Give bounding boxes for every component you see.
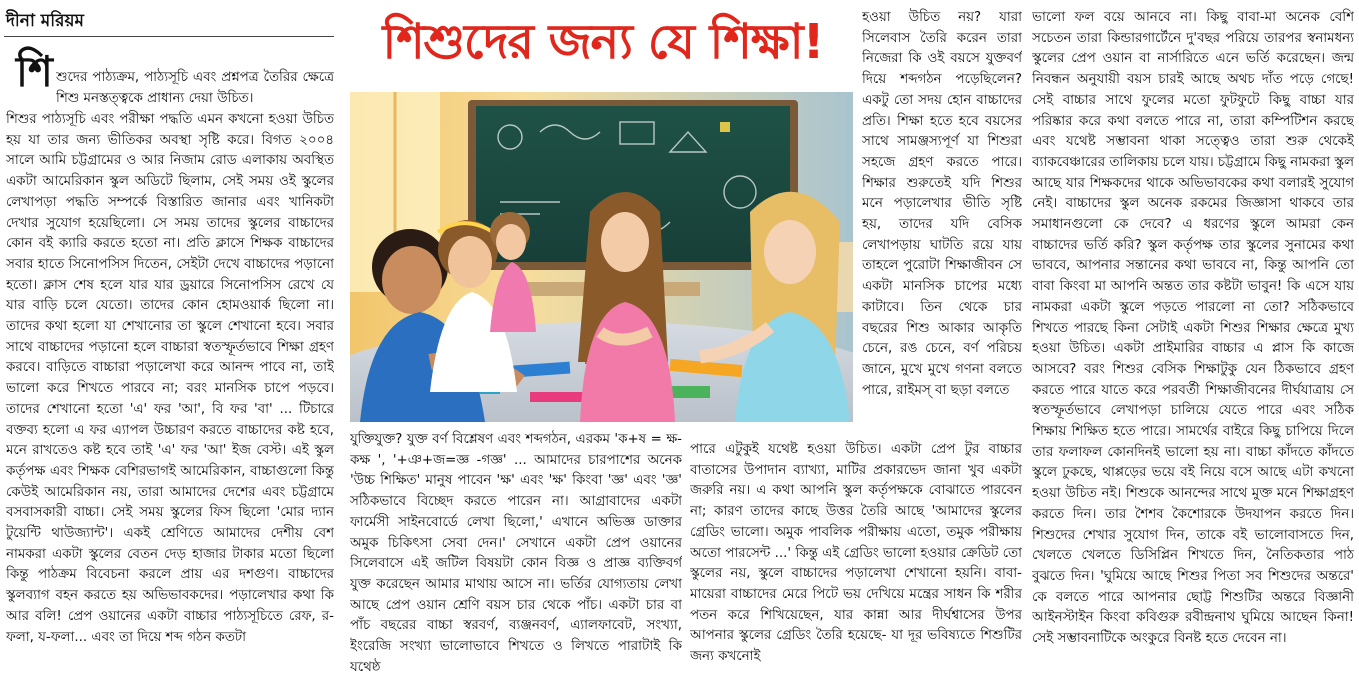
byline-divider <box>4 36 334 37</box>
column-4-body: ভালো ফল বয়ে আনবে না। কিছু বাবা-মা অনেক বেশি সচেতন তারা কিন্ডারগার্টেনে দু'বছর পরিয়ে তারপর স্বনামধন্য স্কুলের প্রেপ ওয়ান বা নার্সারিতে এনে ভর্তি করেছেন। জন্ম নিবন্ধন অনুযায়ী বয়স চারই আছে অথচ দাঁত পড়ে গেছে! সেই বাচ্চার সাথে ফুলের মতো ফুটফুটে কিছু বাচ্চা যার পরিষ্কার করে কথা বলতে পারে না, তারা কম্পিটিশন করছে এবং যথেষ্ট সম্ভাবনা থাকা সত্ত্বেও তারা শুরু থেকেই ব্যাকবেঞ্চারের তালিকায় চলে যায়। চট্টগ্রামে কিছু নামকরা স্কুল আছে যার শিক্ষকদের থাকে অভিভাবকের কথা বলারই সুযোগ নেই। বাচ্চাদের স্কুল অনেক রকমের জিজ্ঞাসা থাকবে তার সমাধানগুলো কে দেবে? এ ধরণের স্কুলে আমরা কেন বাচ্চাদের ভর্তি করি? স্কুল কর্তৃপক্ষ তার স্কুলের সুনামের কথা ভাববে, আপনার সন্তানের কথা ভাববে না, কিন্তু আপনি তো বাবা কিংবা মা আপনি অন্তত তার কষ্টটা ভাবুন! কি এসে যায় নামকরা একটা স্কুলে পড়তে পারলো না তো? সঠিকভাবে শিখতে পারছে কিনা সেটাই একটা শিশুর শিক্ষার ক্ষেত্রে মুখ্য হওয়া উচিত। একটা প্রাইমারির বাচ্চার এ প্লাস কি কাজে আসবে? বরং শিশুর বেসিক শিক্ষাটুকু যেন ঠিকভাবে গ্রহণ করতে পারে যাতে করে পরবর্তী শিক্ষাজীবনের দীর্ঘযাত্রায় সে স্বতস্ফূর্তভাবে লেখাপড়া চালিয়ে যেতে পারে এবং সঠিক শিক্ষায় শিক্ষিত হতে পারে। সামর্থের বাইরে কিছু চাপিয়ে দিলে তার ফলাফল কোনদিনই ভালো হয় না। বাচ্চা কাঁদতে কাঁদতে স্কুলে ঢুকছে, থাপ্পড়ের ভয়ে বই নিয়ে বসে আছে এটা কখনো হওয়া উচিত নই। শিশুকে আনন্দের সাথে মুক্ত মনে শিক্ষাগ্রহণ করতে দিন। তার শৈশব কৈশোরকে উদযাপন করতে দিন। শিশুদের শেখার সুযোগ দিন, তাকে বই ভালোবাসতে দিন, খেলতে খেলতে ডিসিপ্লিন শিখতে দিন, নৈতিকতার পাঠ বুঝতে দিন। 'ঘুমিয়ে আছে শিশুর পিতা সব শিশুদের অন্তরে' কে বলতে পারে আপনার ছোট্ট শিশুটির অন্তরে বিজ্ঞানী আইনস্টাইন কিংবা কবিগুরু রবীন্দ্রনাথ ঘুমিয়ে আছেন কিনা! সেই সম্ভাবনাটিকে অংকুরে বিনষ্ট হতে দেবেন না। <box>1032 10 1354 647</box>
children-at-table-illustration <box>350 92 853 422</box>
byline: দীনা মরিয়ম <box>6 11 84 31</box>
column-1-intro: শুদের পাঠ্যক্রম, পাঠ্যসূচি এবং প্রশ্নপত্র তৈরির ক্ষেত্রে শিশু মনস্তত্ত্বকে প্রাধান্য দেয়া উচিত। <box>56 70 334 106</box>
classroom-photo <box>350 92 853 422</box>
column-1-body: শিশুর পাঠ্যসূচি এবং পরীক্ষা পদ্ধতি এমন কখনো হওয়া উচিত হয় যা তার জন্য ভীতিকর অবস্থা সৃষ্টি করে। বিগত ২০০৪ সালে আমি চট্টগ্রামের ও আর নিজাম রোড এলাকায় অবস্থিত একটা আমেরিকান স্কুল অডিটে ছিলাম, সেই সময় ওই স্কুলের লেখাপড়া পদ্ধতি সম্পর্কে বিস্তারিত জানার এবং খানিকটা দেখার সুযোগ হয়েছিলো। সে সময় তাদের স্কুলের বাচ্চাদের কোন বই ক্যারি করতে হতো না। প্রতি ক্লাসে শিক্ষক বাচ্চাদের সবার হাতে সিনোপসিস দিতেন, সেইটা দেখে বাচ্চাদের পড়ানো হতো। ক্লাস শেষ হলে যার যার ড্রয়ারে সিনোপসিস রেখে যে যার বাড়ি চলে যেতো। তাদের কোন হোমওয়ার্ক ছিলো না। তাদের কথা হলো যা শেখানোর তা স্কুলে শেখানো হবে। সবার সাথে বাচ্চাদের পড়ানো হলে বাচ্চারা স্বতস্ফূর্তভাবে শিক্ষা গ্রহণ করবে। বাড়িতে বাচ্চারা পড়ালেখা করে আনন্দ পাবে না, তাই ভালো করে শিখতে পারবে না; বরং মানসিক চাপে পড়বে। তাদের শেখানো হতো 'এ' ফর 'আ', বি ফর 'বা' ... টিচারে বক্তব্য হলো এ ফর এ্যাপল উচ্চারণ করতে বাচ্চাদের কষ্ট হবে, মনে রাখতেও কষ্ট হবে তাই 'এ' ফর 'আ' ইজ বেস্ট। এই স্কুল কর্তৃপক্ষ এবং শিক্ষক বেশিরভাগই আমেরিকান, বাচ্চাগুলো কিন্তু কেউই আমেরিকান নয়, তারা আমাদের দেশের এবং চট্টগ্রামে বসবাসকারী বাচ্চা। সেই সময় স্কুলের ফিস ছিলো 'মোর দ্যান টুয়েন্টি থাউজ্যান্ট'। একই শ্রেণিতে আমাদের দেশীয় বেশ নামকরা একটা স্কুলের বেতন দেড় হাজার টাকার মতো ছিলো কিন্তু পাঠক্রম বিবেচনা করলে প্রায় এর দশগুণ। বাচ্চাদের স্কুলব্যাগ বহন করতে হয় অভিভাবকদের। পড়ালেখার কথা কি আর বলি! প্রেপ ওয়ানের একটা বাচ্চার পাঠ্যসূচিতে রেফ, র-ফলা, য-ফলা... এবং তা দিয়ে শব্দ গঠন কতটা <box>6 112 334 645</box>
column-2-body: যুক্তিযুক্ত? যুক্ত বর্ণ বিশ্লেষণ এবং শব্দগঠন, এরকম 'ক+ষ = ক্ষ- কক্ষ ', '+ঞ+জ=জ্ঞ -গজ্ঞ' ... আমাদের চারপাশের অনেক 'উচ্চ শিক্ষিত' মানুষ পাবেন 'ক্ষ' এবং 'ক্ষ' কিংবা 'জ্ঞ' এবং 'জ্ঞ' সঠিকভাবে বিচ্ছেদ করতে পারেন না। আগ্রাবাদের একটা ফার্মেসী সাইনবোর্ডে লেখা ছিলো,' এখানে অভিজ্ঞ ডাক্তার অমুক চিকিৎসা সেবা দেন।' সেখানে একটা প্রেপ ওয়ানের সিলেবাসে এই জটিল বিষয়টা কোন বিজ্ঞ ও প্রাজ্ঞ ব্যক্তিবর্গ যুক্ত করেছেন আমার মাথায় আসে না। ভর্তির যোগ্যতায় লেখা আছে প্রেপ ওয়ান শ্রেণি বয়স চার থেকে পাঁচ। একটা চার বা পাঁচ বছরের বাচ্চা স্বরবর্ণ, ব্যঞ্জনবর্ণ, এ্যালফাবেট, সংখ্যা, ইংরেজি সংখ্যা ভালোভাবে শিখতে ও লিখতে পারাটাই কি যথেষ্ঠ <box>350 432 682 675</box>
headline: শিশুদের জন্য যে শিক্ষা! <box>382 14 824 70</box>
column-3-top: হওয়া উচিত নয়? যারা সিলেবাস তৈরি করেন তারা নিজেরা কি ওই বয়সে যুক্তবর্ণ দিয়ে শব্দগঠন পড়েছিলেন? একটু তো সদয় হোন বাচ্চাদের প্রতি। শিক্ষা হতে হবে বয়সের সাথে সামঞ্জস্যপূর্ণ যা শিশুরা সহজে গ্রহণ করতে পারে। শিক্ষার শুরুতেই যদি শিশুর মনে পড়ালেখার ভীতি সৃষ্টি হয়, তাদের যদি বেসিক লেখাপড়ায় ঘাটতি রয়ে যায় তাহলে পুরোটা শিক্ষাজীবন সে একটা মানসিক চাপের মধ্যে কাটাবে। তিন থেকে চার বছরের শিশু আকার আকৃতি চেনে, রঙ চেনে, বর্ণ পরিচয় জানে, মুখে মুখে গণনা বলতে পারে, রাইমস্ বা ছড়া বলতে <box>862 10 1022 398</box>
column-3-bottom: পারে এটুকুই যথেষ্ট হওয়া উচিত। একটা প্রেপ টুর বাচ্চার বাতাসের উপাদান ব্যাখ্যা, মাটির প্রকারভেদ জানা খুব একটা জরুরি নয়। এ কথা আপনি স্কুল কর্তৃপক্ষকে বোঝাতে পারবেন না; কারণ তাদের কাছে উত্তর তৈরি আছে 'আমাদের স্কুলের গ্রেডিং ভালো। অমুক পাবলিক পরীক্ষায় এতো, তমুক পরীক্ষায় অতো পারসেন্ট ...' কিন্তু এই গ্রেডিং ভালো হওয়ার ক্রেডিট তো স্কুলের নয়, স্কুলে বাচ্চাদের পড়ালেখা শেখানো হয়নি। বাবা-মায়েরা বাচ্চাদের মেরে পিটে ভয় দেখিয়ে মন্ত্রের সাধন কি শরীর পতন করে শিখিয়েছেন, যার কান্না আর দীর্ঘশ্বাসের উপর আপনার স্কুলের গ্রেডিং তৈরি হয়েছে- যা দূর ভবিষ্যতে শিশুটির জন্য কখনোই <box>690 442 1022 665</box>
drop-cap: শি <box>16 47 53 96</box>
